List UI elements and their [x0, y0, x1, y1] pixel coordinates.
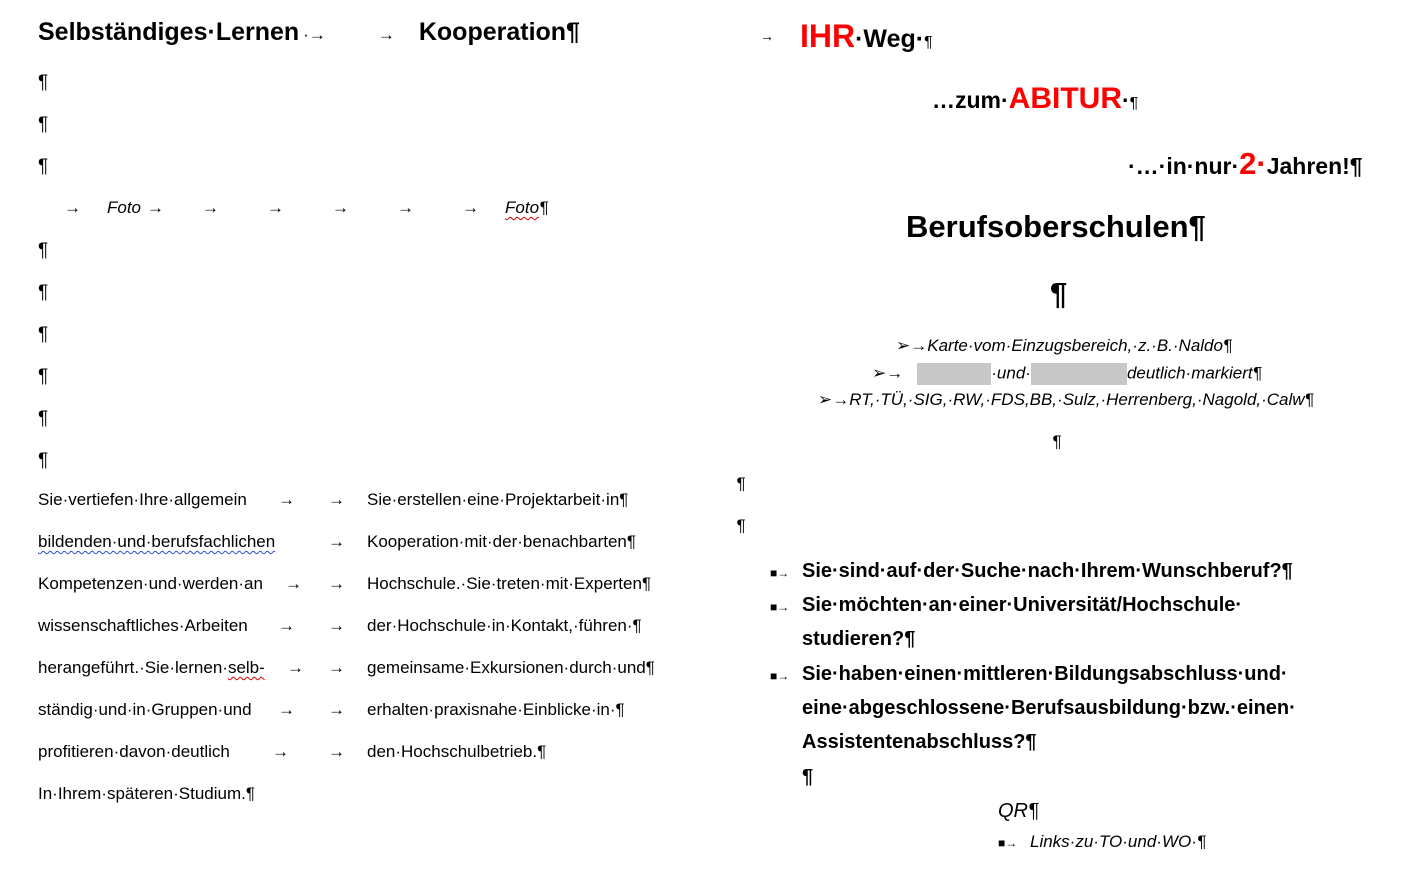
tab-arrow: →: [328, 532, 345, 551]
empty-paragraph-mark: ¶: [802, 766, 814, 788]
body-line: profitieren·davon·deutlich: [38, 742, 230, 761]
foto-placeholder-right: Foto¶: [505, 198, 549, 217]
empty-paragraph-mark-large: ¶: [1050, 276, 1068, 311]
body-line: der·Hochschule·in·Kontakt,·führen·¶: [367, 616, 642, 635]
body-line: bildenden·und·berufsfachlichen: [38, 532, 276, 551]
empty-paragraph-mark: ¶: [38, 240, 49, 261]
tab-arrow: →: [278, 490, 295, 509]
qr-placeholder: QR¶: [998, 800, 1039, 822]
title-berufsoberschulen: Berufsoberschulen¶: [906, 209, 1206, 244]
foto-placeholder-line: → Foto → → → → → → Foto¶: [64, 198, 549, 217]
square-bullet-icon: ■→: [770, 669, 790, 683]
foto-placeholder-left: Foto: [107, 198, 142, 217]
square-bullet-icon: ■→: [998, 836, 1018, 850]
empty-paragraph-mark: ¶: [38, 282, 49, 303]
body-line: Hochschule.·Sie·treten·mit·Experten¶: [367, 574, 652, 593]
empty-paragraph-mark: ¶: [736, 474, 746, 493]
empty-paragraph-mark: ¶: [38, 450, 49, 471]
tab-arrow: →: [278, 700, 295, 719]
tab-arrow: →: [278, 616, 295, 635]
redacted-region: [917, 363, 991, 385]
question-continuation: studieren?¶: [802, 628, 916, 650]
empty-paragraph-mark: ¶: [38, 366, 49, 387]
question-continuation: Assistentenabschluss?¶: [802, 731, 1037, 753]
square-bullet-icon: ■→: [770, 566, 790, 580]
arrowhead-bullet-icon: ➢→: [818, 390, 850, 409]
tab-arrow: →: [328, 574, 345, 593]
empty-paragraph-mark: ¶: [38, 72, 49, 93]
tab-arrow: →: [328, 658, 345, 677]
heading-selbstaendiges-lernen: Selbständiges·Lernen ·→ → Kooperation¶: [38, 18, 580, 46]
empty-paragraph-mark: ¶: [736, 516, 746, 535]
arrowhead-bullet-icon: ➢→: [896, 336, 928, 355]
links-bullet-item: ■→ Links·zu·TO·und·WO·¶: [998, 832, 1207, 851]
body-line: Kompetenzen·und·werden·an: [38, 574, 263, 593]
empty-paragraph-mark: ¶: [38, 156, 49, 177]
question-continuation: eine·abgeschlossene·Berufsausbildung·bzw.·einen·: [802, 697, 1296, 719]
question-item: ■→ Sie·möchten·an·einer·Universität/Hochschule·: [770, 594, 1243, 616]
arrowhead-bullet-icon: ➢→: [872, 363, 904, 383]
tab-arrow: →: [328, 700, 345, 719]
empty-paragraph-mark: ¶: [38, 114, 49, 135]
tab-arrow: →: [328, 742, 345, 761]
tab-arrow: →: [272, 742, 289, 761]
body-line: herangeführt.·Sie·lernen·selb-: [38, 658, 265, 677]
headline-zum-abitur: …zum·ABITUR·¶: [932, 82, 1139, 115]
tab-arrow: →: [287, 658, 304, 677]
body-line: wissenschaftliches·Arbeiten: [38, 616, 248, 635]
body-line: Sie·erstellen·eine·Projektarbeit·in¶: [367, 490, 629, 509]
body-line: erhalten·praxisnahe·Einblicke·in·¶: [367, 700, 625, 719]
question-item: ■→ Sie·haben·einen·mittleren·Bildungsabschluss·und·: [770, 663, 1288, 685]
body-line: Kooperation·mit·der·benachbarten¶: [367, 532, 637, 551]
empty-paragraph-mark: ¶: [1052, 432, 1062, 451]
map-bullet-item: ➢→ ·und· deutlich·markiert¶: [872, 363, 1262, 385]
empty-paragraph-mark: ¶: [38, 324, 49, 345]
square-bullet-icon: ■→: [770, 600, 790, 614]
body-line: gemeinsame·Exkursionen·durch·und¶: [367, 658, 655, 677]
redacted-region: [1031, 363, 1127, 385]
body-line: ständig·und·in·Gruppen·und: [38, 700, 252, 719]
headline-in-nur-2-jahren: ·…·in·nur·2·Jahren!¶: [1128, 146, 1363, 181]
map-bullet-item: ➢→Karte·vom·Einzugsbereich,·z.·B.·Naldo¶: [896, 336, 1233, 355]
body-line: In·Ihrem·späteren·Studium.¶: [38, 784, 255, 803]
question-item: ■→ Sie·sind·auf·der·Suche·nach·Ihrem·Wunschberuf?¶: [770, 560, 1293, 582]
tab-arrow: →: [285, 574, 302, 593]
headline-ihr-weg: → IHR·Weg·¶: [760, 18, 933, 54]
tab-arrow: →: [328, 490, 345, 509]
empty-paragraph-mark: ¶: [38, 408, 49, 429]
tab-arrow: →: [328, 616, 345, 635]
map-bullet-item: ➢→RT,·TÜ,·SIG,·RW,·FDS,BB,·Sulz,·Herrenberg,·Nagold,·Calw¶: [818, 390, 1314, 409]
body-line: Sie·vertiefen·Ihre·allgemein: [38, 490, 247, 509]
body-line: den·Hochschulbetrieb.¶: [367, 742, 547, 761]
